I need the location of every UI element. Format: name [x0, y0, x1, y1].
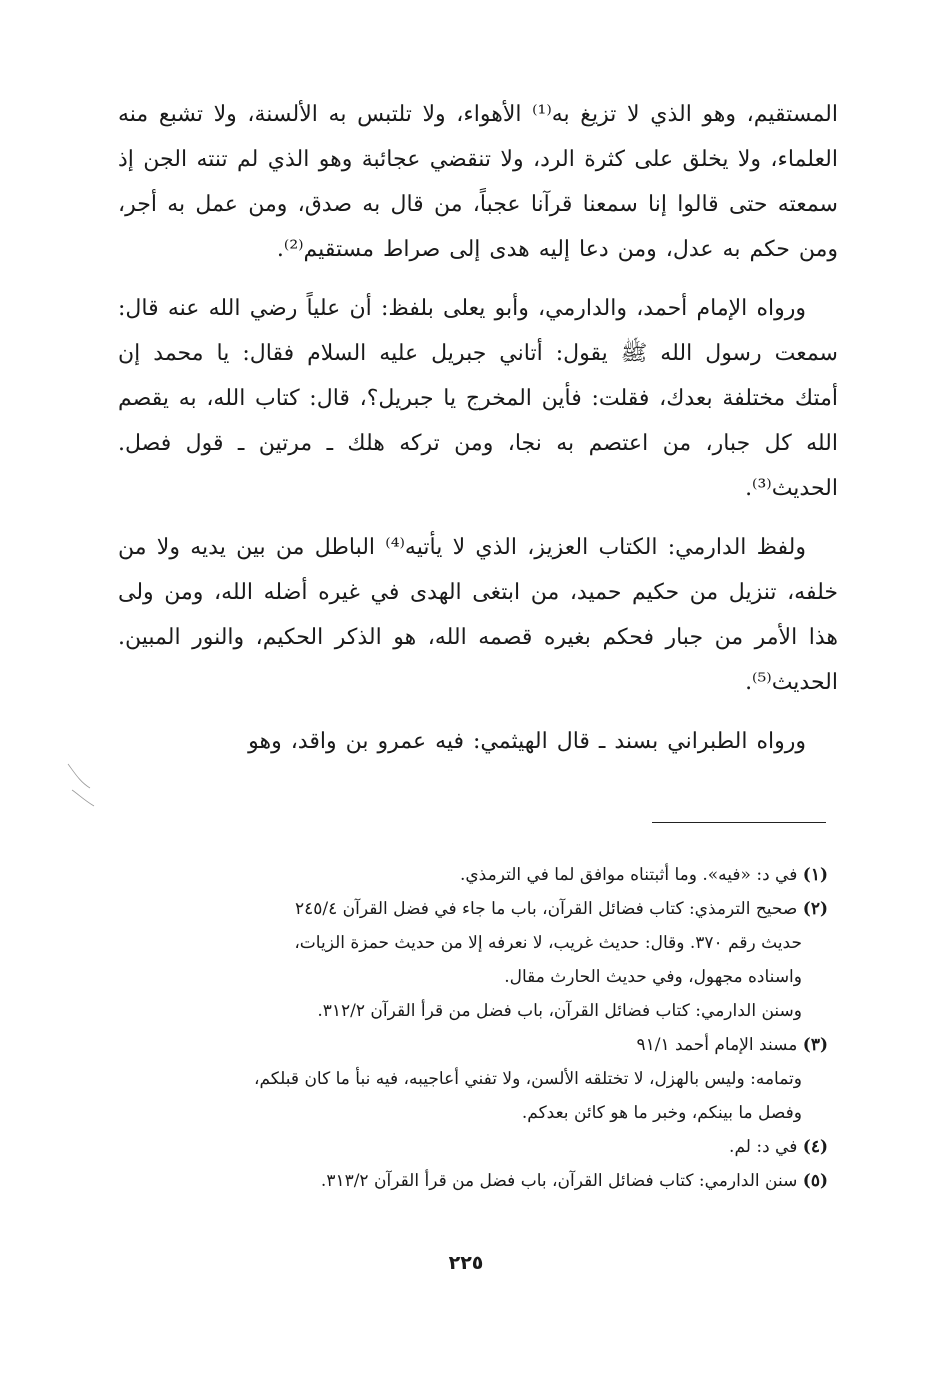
footnote-5 — [128, 1164, 828, 1198]
footnote-2-continuation: حديث رقم ٣٧٠. وقال: حديث غريب، لا نعرفه إلا من حديث حمزة الزيات، — [294, 933, 802, 953]
footnote-text: سنن الدارمي: كتاب فضائل القرآن، باب فضل من قرأ القرآن ٣١٣/٢. — [320, 1171, 798, 1191]
footnote-3 — [128, 1028, 828, 1062]
main-text-block — [118, 92, 838, 778]
footnote-3-continuation: وفصل ما بينكم، وخبر ما هو كائن بعدكم. — [521, 1103, 802, 1123]
paragraph-4: ورواه الطبراني بسند ـ قال الهيثمي: فيه عمرو بن واقد، وهو — [248, 729, 806, 754]
margin-scribble-mark — [60, 760, 100, 810]
paragraph-1: المستقيم، وهو الذي لا تزيغ به⁽¹⁾ الأهواء، ولا تلتبس به الألسنة، ولا تشبع منه العلماء، ولا يخلق على كثرة الرد، ولا تنقضي عجائبة وهو الذي لم تنته الجن إذ سمعته حتى قالوا إنا سمعنا قرآنا عجباً، من قال به صدق، ومن عمل به أجر، ومن حكم به عدل، ومن دعا إليه هدى إلى صراط مستقيم⁽²⁾. — [118, 102, 838, 262]
footnote-text: في د: لم. — [729, 1137, 798, 1157]
footnote-number: (٣) — [802, 1035, 828, 1055]
footnote-2 — [128, 892, 828, 926]
footnote-text: مسند الإمام أحمد ٩١/١ — [636, 1035, 798, 1055]
footnote-text: صحيح الترمذي: كتاب فضائل القرآن، باب ما جاء في فضل القرآن ٢٤٥/٤ — [295, 899, 798, 919]
footnote-number: (٤) — [802, 1137, 828, 1157]
footnote-3-continuation: وتمامه: وليس بالهزل، لا تختلقه الألسن، ولا تفني أعاجيبه، فيه نبأ ما كان قبلكم، — [253, 1069, 802, 1089]
footnote-separator — [652, 822, 826, 823]
footnote-number: (١) — [802, 865, 828, 885]
footnote-text: في د: «فيه». وما أثبتناه موافق لما في الترمذي. — [459, 865, 798, 885]
paragraph-2: ورواه الإمام أحمد، والدارمي، وأبو يعلى بلفظ: أن علياً رضي الله عنه قال: سمعت رسول الله ﷺ يقول: أتاني جبريل عليه السلام فقال: يا محمد إن أمتك مختلفة بعدك، فقلت: فأين المخرج يا جبريل؟، قال: كتاب الله، به يقصم الله كل جبار، من اعتصم به نجا، ومن تركه هلك ـ مرتين ـ قول فصل. الحديث⁽³⁾. — [118, 296, 838, 501]
footnote-1 — [128, 858, 828, 892]
footnote-number: (٥) — [802, 1171, 828, 1191]
footnote-number: (٢) — [802, 899, 828, 919]
page-number: ٢٢٥ — [448, 1252, 484, 1274]
footnote-2-continuation: وسنن الدارمي: كتاب فضائل القرآن، باب فضل من قرأ القرآن ٣١٢/٢. — [317, 1001, 802, 1021]
footnote-4 — [128, 1130, 828, 1164]
paragraph-3: ولفظ الدارمي: الكتاب العزيز، الذي لا يأتيه⁽⁴⁾ الباطل من بين يديه ولا من خلفه، تنزيل من حكيم حميد، من ابتغى الهدى في غيره أضله الله، ومن ولى هذا الأمر من جبار فحكم بغيره قصمه الله، هو الذكر الحكيم، والنور المبين. الحديث⁽⁵⁾. — [118, 535, 838, 695]
footnote-2-continuation: واسناده مجهول، وفي حديث الحارث مقال. — [504, 967, 802, 987]
footnotes-block — [128, 858, 828, 1198]
